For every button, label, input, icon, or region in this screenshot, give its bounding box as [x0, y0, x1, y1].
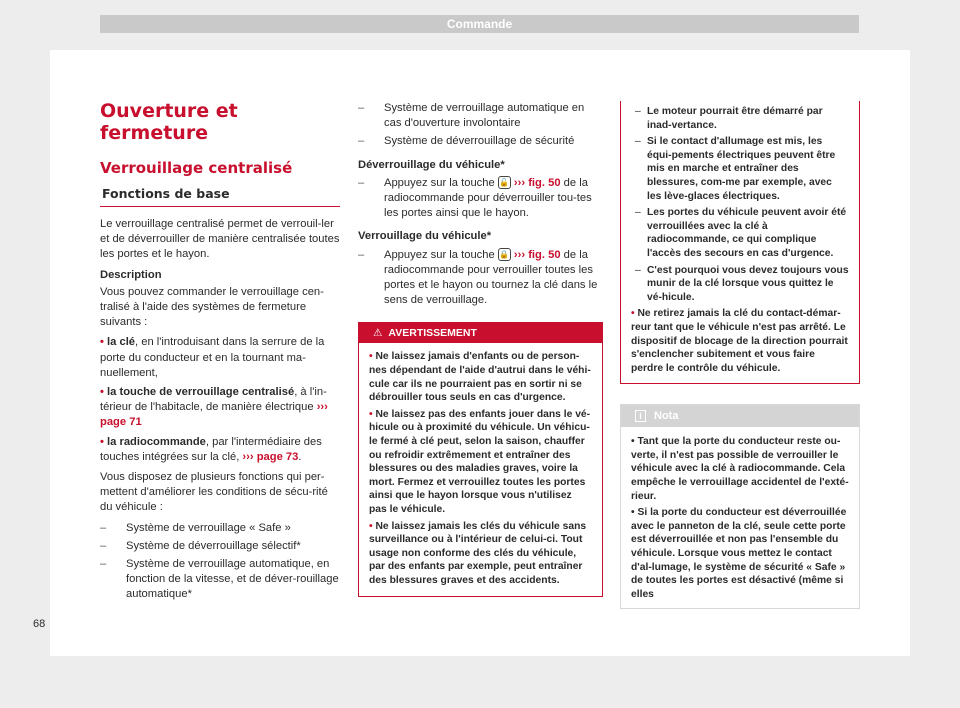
subsection-title: Fonctions de base [100, 186, 340, 207]
warning-text: Ne laissez jamais les clés du véhicule sans surveillance ou à l'intérieur de celui-ci. Tout usage non conforme des clés du véhicule, par des enfants par exemple, peut entraîner des blessures graves et des accidents. [369, 520, 587, 586]
section-header: Commande [100, 15, 859, 33]
bullet-bold: la clé [107, 336, 136, 349]
lock-label: Verrouillage du véhicule* [358, 230, 492, 243]
warning-text: Ne laissez jamais d'enfants ou de person-nes dépendant de l'aide d'autrui dans le véhi-cule car ils ne pourraient pas en sortir ni se débrouiller tous seuls en cas d'urgence. [369, 351, 591, 404]
bullet-dot: • [100, 386, 104, 399]
note-item [631, 435, 851, 503]
fig-link-50[interactable]: ››› fig. 50 [513, 176, 561, 189]
warning-title: AVERTISSEMENT [388, 327, 477, 340]
chapter-title: Ouverture et fermeture [100, 100, 238, 144]
unlock-step [358, 176, 603, 222]
warning-text: Le moteur pourrait être démarré par inad-vertance. [647, 106, 823, 131]
column-middle [358, 101, 603, 597]
warning-text: Si le contact d'allumage est mis, les équi-pements électriques peuvent être mis en marche et entraîner des blessures, com-me par exemple, avec les lève-glaces électriques. [647, 136, 836, 202]
bullet-bold: la touche de verrouillage centralisé [107, 386, 295, 399]
bullet-dot: • [369, 351, 373, 363]
dash-marker: – [635, 136, 641, 148]
list-item-text: Système de verrouillage automatique en cas d'ouverture involontaire [384, 102, 585, 130]
dash-marker: – [358, 176, 365, 189]
bullet-bold: la radiocommande [107, 435, 206, 448]
dash-marker: – [100, 521, 107, 534]
dash-marker: – [100, 558, 107, 571]
bullet-text: , par l'intermédiaire des touches intégrées sur la clé, [100, 435, 322, 463]
warning-item [369, 520, 592, 588]
step-text: de la radiocommande pour déverrouiller tou-tes les portes ainsi que le hayon. [384, 176, 592, 220]
warning-body [359, 343, 602, 595]
section-title: Verrouillage centralisé [100, 159, 293, 177]
column-left [100, 100, 340, 606]
dash-marker: – [358, 102, 365, 114]
page-link-73[interactable]: ››› page 73 [242, 450, 299, 463]
dash-marker: – [100, 539, 107, 552]
list-item-text: Système de verrouillage « Safe » [126, 521, 291, 534]
note-text: Tant que la porte du conducteur reste ou-verte, il n'est pas possible de verrouiller le véhicule avec la clé à radiocommande. Cela empêche le verrouillage accidentel de l'exté-rieur. [631, 436, 849, 502]
warning-text: Ne laissez pas des enfants jouer dans le vé-hicule ou à proximité du véhicule. Un véhicu-le fermé à clé peut, selon la saison, chauffer ou refroidir extrêmement et entraîner des blessures ou des maladies graves, voire la mort. Fermez et verrouillez toutes les portes ainsi que le hayon lorsque vous n'utilisez pas le véhicule. [369, 408, 591, 515]
column-right [620, 101, 860, 609]
warning-item [369, 408, 592, 517]
unlock-label: Déverrouillage du véhicule* [358, 158, 505, 171]
page-link-71[interactable]: ››› page 71 [100, 401, 328, 429]
list-item [100, 521, 340, 536]
list-item-text: Système de déverrouillage de sécurité [384, 135, 575, 148]
warning-header [359, 323, 602, 343]
note-body [621, 427, 859, 608]
warning-subitem [631, 135, 849, 203]
warning-body [621, 101, 859, 383]
list-item [100, 539, 340, 554]
warning-text: Ne retirez jamais la clé du contact-démar-reur tant que le véhicule n'est pas arrêté. Le dispositif de blocage de la direction pourrait s'enclencher subitement et vous faire perdre le contrôle du véhicule. [631, 308, 848, 374]
bullet-dot: • [369, 408, 373, 420]
note-text: Si la porte du conducteur est déverrouillée avec le panneton de la clé, seule cette porte est déverrouillée et non pas l'ensemble du véhicule. Lorsque vous mettez le contact d'al-lumage, le système de sécurité « Safe » de toutes les portes est désactivé (même si elles [631, 507, 847, 600]
fig-link-50[interactable]: ››› fig. 50 [513, 248, 561, 261]
bullet-dot: • [631, 436, 635, 448]
warning-subitem [631, 264, 849, 305]
list-item [358, 101, 603, 131]
list-item-text: Système de déverrouillage sélectif* [126, 539, 301, 552]
period: . [298, 450, 302, 463]
warning-item [369, 350, 592, 404]
dash-marker: – [358, 135, 365, 148]
bullet-dot: • [631, 507, 635, 519]
note-title: Nota [654, 410, 679, 423]
warning-box [358, 322, 603, 596]
page-number: 68 [33, 618, 46, 630]
warning-subitem [631, 206, 849, 260]
warning-text: Les portes du véhicule peuvent avoir été verrouillées avec la clé à radiocommande, ce qui complique l'accès des secours en cas d'urgence. [647, 207, 847, 259]
bullet-remote [100, 435, 340, 465]
warning-item [631, 307, 849, 375]
bullet-key [100, 335, 340, 381]
warning-subitem [631, 105, 849, 132]
dash-marker: – [358, 248, 365, 261]
unlock-key-icon: 🔓 [499, 178, 510, 188]
description-paragraph: Vous pouvez commander le verrouillage cen-tralisé à l'aide des systèmes de fermeture suivants : [100, 285, 324, 329]
bullet-dot: • [100, 336, 104, 349]
step-text: de la radiocommande pour verrouiller toutes les portes et le hayon ou tournez la clé dans le sens de verrouillage. [384, 248, 598, 307]
warning-box-continued [620, 101, 860, 384]
list-item [100, 557, 340, 603]
functions-paragraph: Vous disposez de plusieurs fonctions qui per-mettent d'améliorer les conditions de sécu-rité du véhicule : [100, 471, 328, 514]
info-icon: i [635, 410, 646, 422]
intro-paragraph: Le verrouillage centralisé permet de verrouil-ler et de déverrouiller de manière centralisée toutes les portes et le hayon. [100, 218, 340, 261]
note-item [631, 506, 851, 601]
list-item-text: Système de verrouillage automatique, en fonction de la vitesse, et de déver-rouillage automatique* [126, 558, 339, 601]
bullet-dot: • [100, 435, 104, 448]
note-box [620, 404, 860, 609]
lock-key-icon: 🔒 [499, 250, 510, 260]
note-header [621, 405, 859, 427]
bullet-dot: • [631, 308, 635, 320]
step-text: Appuyez sur la touche [384, 248, 495, 261]
dash-marker: – [635, 264, 641, 276]
bullet-text: , en l'introduisant dans la serrure de la porte du conducteur et en la tournant ma-nuellement, [100, 336, 325, 379]
list-item [358, 134, 603, 149]
function-list [100, 521, 340, 603]
warning-triangle-icon: ⚠ [373, 327, 383, 340]
bullet-dot: • [369, 520, 373, 532]
warning-text: C'est pourquoi vous devez toujours vous munir de la clé lorsque vous quittez le vé-hicule. [647, 264, 849, 303]
dash-marker: – [635, 106, 641, 117]
description-label: Description [100, 268, 162, 281]
lock-step [358, 248, 603, 309]
dash-marker: – [635, 207, 641, 219]
bullet-text: , à l'in-térieur de l'habitacle, de manière électrique [100, 386, 327, 414]
step-text: Appuyez sur la touche [384, 176, 495, 189]
bullet-central-lock [100, 385, 340, 431]
